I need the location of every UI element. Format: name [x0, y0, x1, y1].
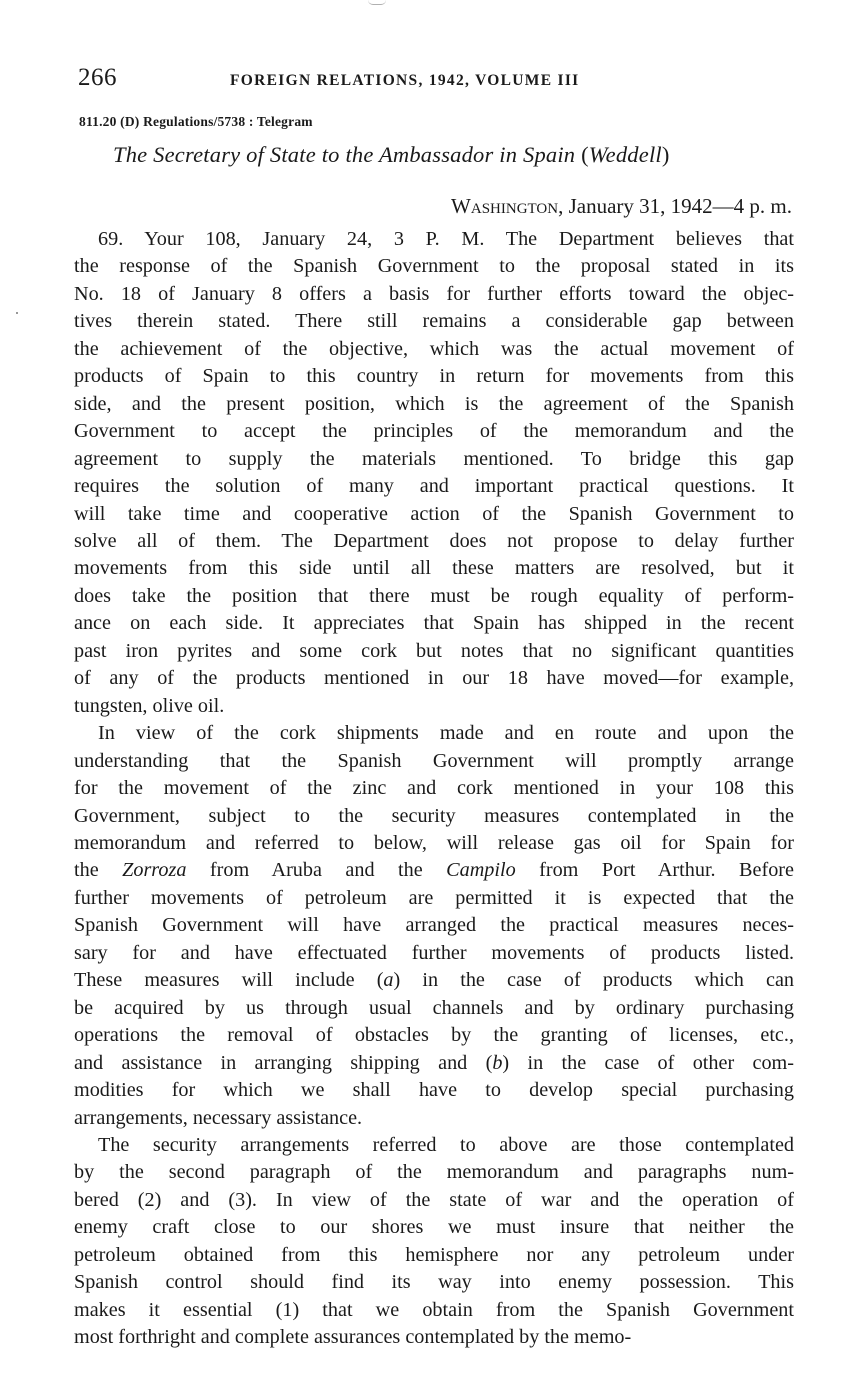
text-line: by the second paragraph of the memorandum and paragraphs num- — [74, 1161, 794, 1184]
scan-artifact-dot — [16, 312, 18, 314]
text-line: will take time and cooperative action of the Spanish Government to — [74, 502, 794, 525]
file-reference: 811.20 (D) Regulations/5738 : Telegram — [79, 114, 313, 129]
text-line: and assistance in arranging shipping and (b) in the case of other com- — [74, 1051, 794, 1074]
text-line: tungsten, olive oil. — [74, 694, 225, 717]
text-line: further movements of petroleum are permitted it is expected that the — [74, 886, 794, 909]
text-line: Government, subject to the security measures contemplated in the — [74, 804, 794, 827]
text-line: the response of the Spanish Government to the proposal stated in its — [74, 255, 794, 278]
text-line: most forthright and complete assurances contemplated by the memo- — [74, 1326, 632, 1349]
dateline-place: Washington — [451, 194, 559, 218]
text-line: petroleum obtained from this hemisphere nor any petroleum under — [74, 1243, 794, 1266]
paragraph — [74, 226, 794, 720]
text-line: enemy craft close to our shores we must insure that neither the — [74, 1216, 794, 1239]
text-line: bered (2) and (3). In view of the state of war and the operation of — [74, 1188, 794, 1211]
text-line: the achievement of the objective, which was the actual movement of — [74, 337, 794, 360]
text-line: of any of the products mentioned in our 18 have moved—for example, — [74, 667, 794, 690]
text-line: be acquired by us through usual channels and by ordinary purchasing — [74, 996, 794, 1019]
text-line: for the movement of the zinc and cork mentioned in your 108 this — [74, 777, 794, 800]
paragraph — [74, 720, 794, 1132]
text-line: modities for which we shall have to develop special purchasing — [74, 1079, 794, 1102]
text-line: movements from this side until all these matters are resolved, but it — [74, 557, 794, 580]
running-title: FOREIGN RELATIONS, 1942, VOLUME III — [230, 72, 580, 89]
text-line: arrangements, necessary assistance. — [74, 1106, 363, 1129]
text-line: products of Spain to this country in return for movements from this — [74, 365, 794, 388]
scan-artifact — [368, 0, 386, 5]
running-header — [78, 64, 798, 94]
dateline — [451, 194, 792, 219]
text-line: side, and the present position, which is the agreement of the Spanish — [74, 392, 794, 415]
text-line: operations the removal of obstacles by the granting of licenses, etc., — [74, 1024, 794, 1047]
text-line: requires the solution of many and important practical questions. It — [74, 475, 794, 498]
page-number: 266 — [78, 64, 117, 91]
text-line: memorandum and referred to below, will release gas oil for Spain for — [74, 831, 794, 854]
text-line: tives therein stated. There still remains a considerable gap between — [74, 310, 794, 333]
text-line: past iron pyrites and some cork but notes that no significant quantities — [74, 639, 794, 662]
text-line: The security arrangements referred to above are those contemplated — [98, 1133, 794, 1156]
text-line: No. 18 of January 8 offers a basis for further efforts toward the objec- — [74, 282, 794, 305]
text-line: Spanish Government will have arranged the practical measures neces- — [74, 914, 794, 937]
text-line: does take the position that there must be rough equality of perform- — [74, 584, 794, 607]
text-line: ance on each side. It appreciates that Spain has shipped in the recent — [74, 612, 794, 635]
text-line: In view of the cork shipments made and en route and upon the — [98, 722, 794, 745]
text-line: 69. Your 108, January 24, 3 P. M. The Department believes that — [98, 228, 794, 250]
text-line: These measures will include (a) in the case of products which can — [74, 969, 794, 992]
text-line: sary for and have effectuated further movements of products listed. — [74, 941, 794, 964]
text-line: Spanish control should find its way into enemy possession. This — [74, 1271, 794, 1294]
paragraph — [74, 1132, 794, 1352]
dateline-date: , January 31, 1942—4 p. m. — [558, 194, 792, 218]
text-line: Government to accept the principles of the memorandum and the — [74, 420, 794, 443]
text-line: agreement to supply the materials mentioned. To bridge this gap — [74, 447, 794, 470]
text-line: makes it essential (1) that we obtain from the Spanish Government — [74, 1298, 794, 1321]
text-line: the Zorroza from Aruba and the Campilo from Port Arthur. Before — [74, 859, 794, 882]
document-heading: The Secretary of State to the Ambassador in Spain (Weddell) — [113, 142, 670, 167]
telegram-body — [74, 226, 794, 1352]
text-line: understanding that the Spanish Government will promptly arrange — [74, 749, 794, 772]
text-line: solve all of them. The Department does not propose to delay further — [74, 529, 794, 552]
